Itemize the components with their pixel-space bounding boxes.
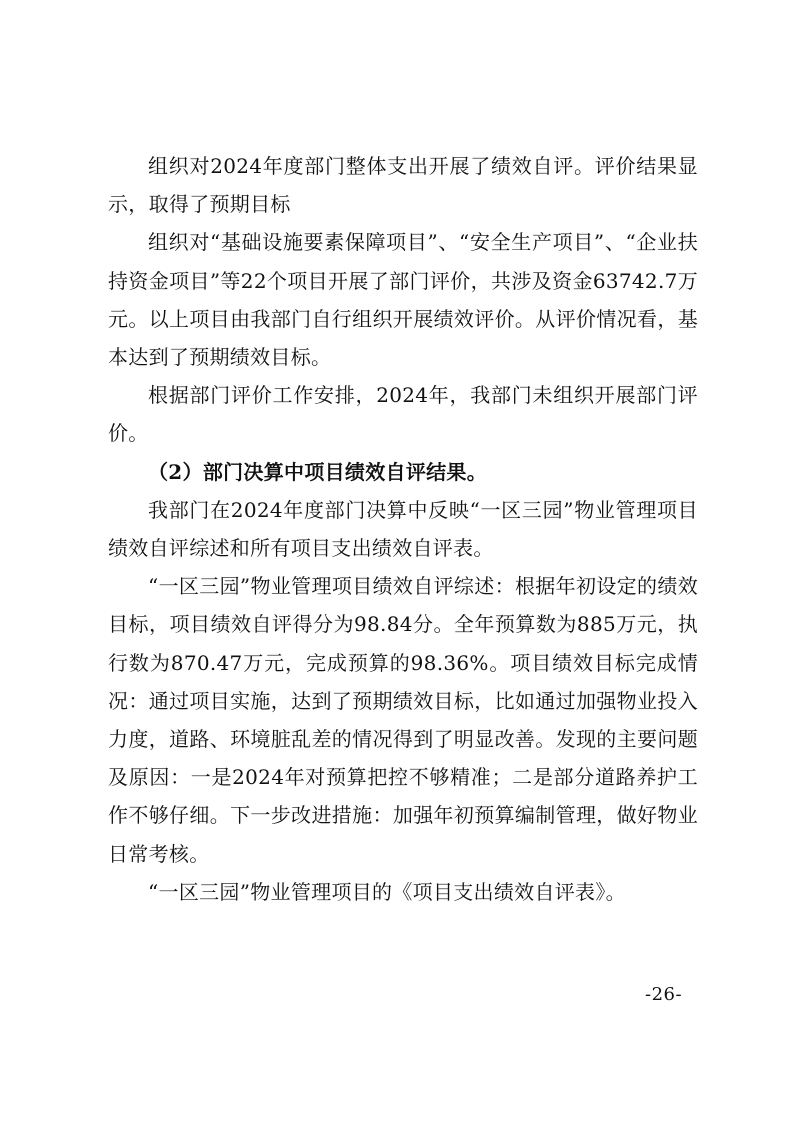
section-heading: （2）部门决算中项目绩效自评结果。 bbox=[148, 459, 488, 484]
paragraph-final-accounts: 我部门在2024年度部门决算中反映“一区三园”物业管理项目绩效自评综述和所有项目支出绩效自评表。 bbox=[108, 497, 698, 561]
paragraph-department-evaluation: 组织对“基础设施要素保障项目”、“安全生产项目”、“企业扶持资金项目”等22个项目开展了部门评价，共涉及资金63742.7万元。以上项目由我部门自行组织开展绩效评价。从评价情况看，基本达到了预期绩效目标。 bbox=[108, 230, 698, 370]
paragraph-overall-evaluation: 组织对2024年度部门整体支出开展了绩效自评。评价结果显示，取得了预期目标 bbox=[108, 154, 698, 217]
paragraph-project-table-reference: “一区三园”物业管理项目的《项目支出绩效自评表》。 bbox=[148, 879, 626, 904]
paragraph-project-summary: “一区三园”物业管理项目绩效自评综述：根据年初设定的绩效目标，项目绩效自评得分为98.84分。全年预算数为885万元，执行数为870.47万元，完成预算的98.36%。项目绩效目标完成情况：通过项目实施，达到了预期绩效目标，比如通过加强物业投入力度，道路、环境脏乱差的情况得到了明显改善。发现的主要问题及原因：一是2024年对预算把控不够精准；二是部分道路养护工作不够仔细。下一步改进措施：加强年初预算编制管理，做好物业日常考核。 bbox=[108, 574, 698, 866]
paragraph-evaluation-arrangement: 根据部门评价工作安排，2024年，我部门未组织开展部门评价。 bbox=[108, 383, 698, 446]
page-number: -26- bbox=[645, 984, 683, 1005]
document-body bbox=[108, 147, 698, 911]
